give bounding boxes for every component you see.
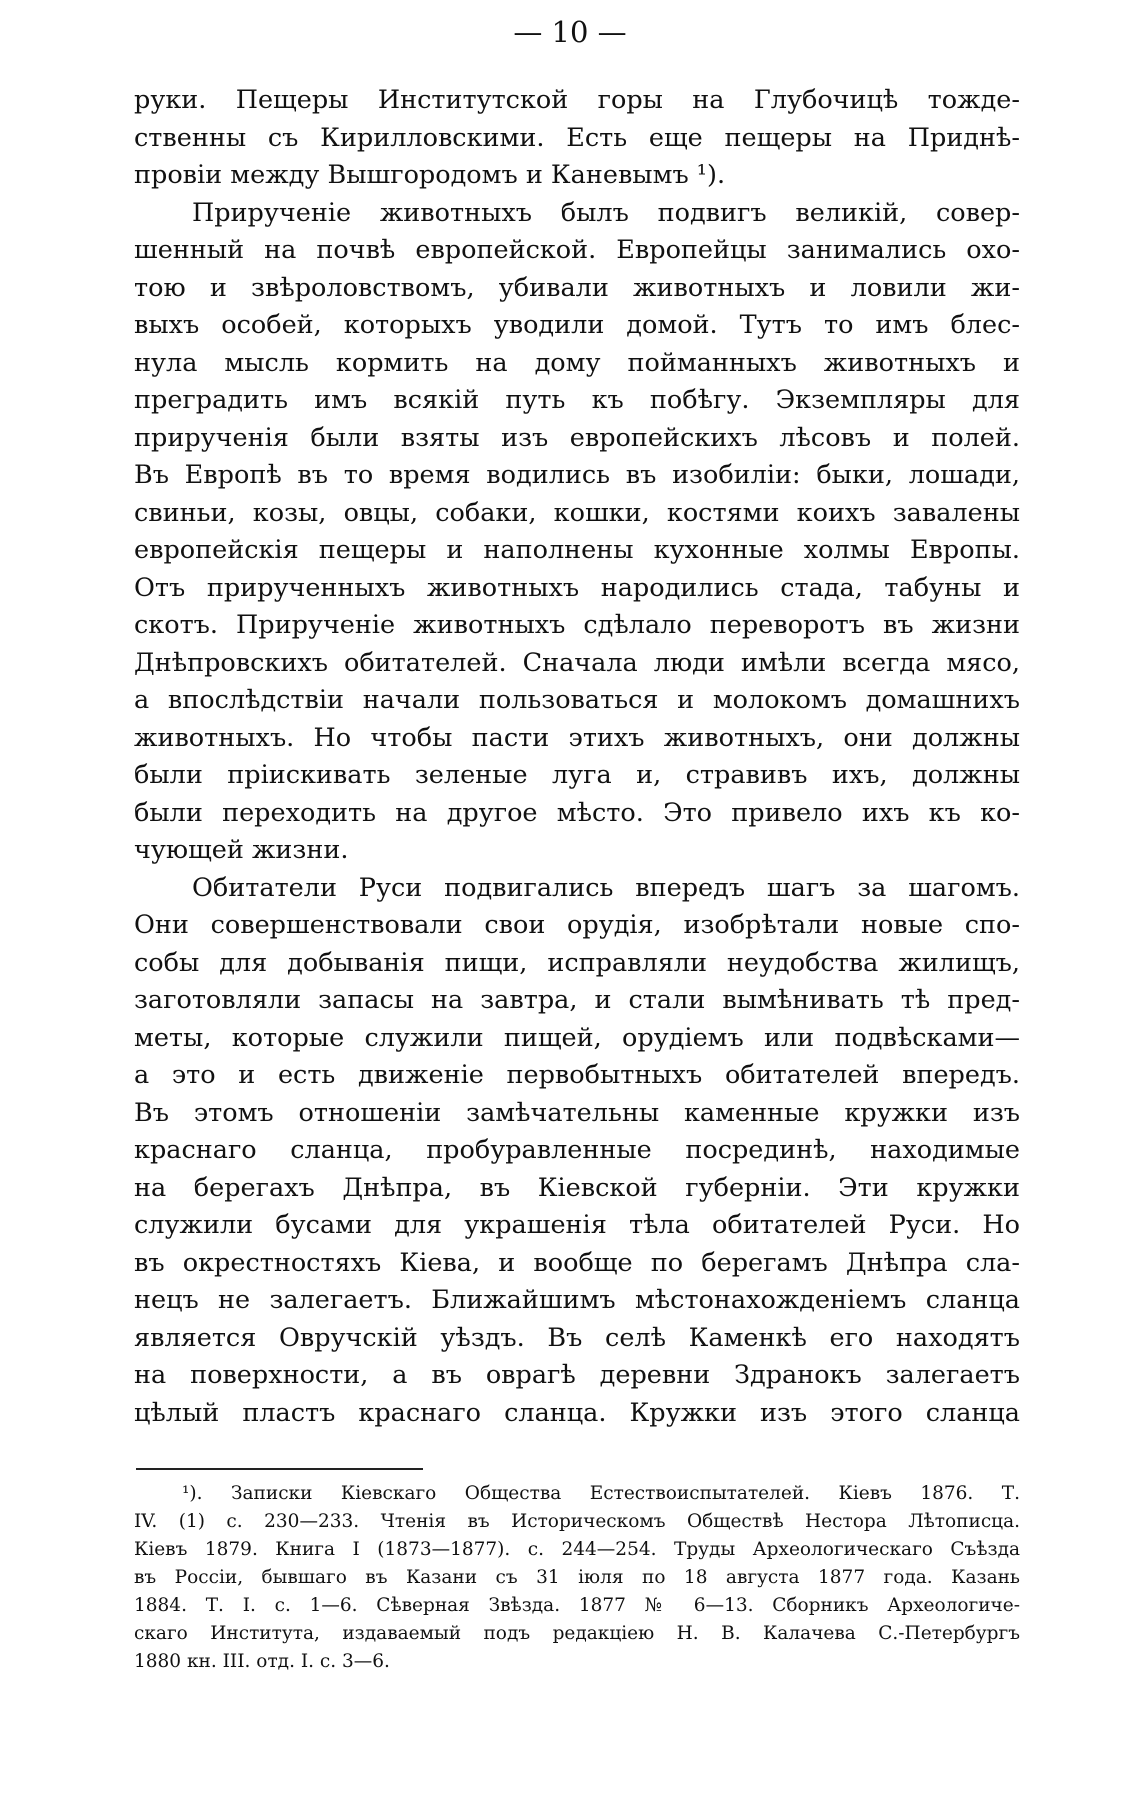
text-line: является Овручскій уѣздъ. Въ селѣ Каменкѣ его находятъ: [134, 1322, 1020, 1353]
footnote-line: 1884. Т. I. с. 1—6. Сѣверная Звѣзда. 1877 № 6—13. Сборникъ Археологиче-: [134, 1595, 1020, 1616]
text-line: свиньи, козы, овцы, собаки, кошки, костями коихъ завалены: [134, 497, 1020, 528]
text-line: цѣлый пластъ краснаго сланца. Кружки изъ этого сланца: [134, 1397, 1020, 1428]
text-line: были пріискивать зеленые луга и, стравивъ ихъ, должны: [134, 760, 1020, 790]
text-line: собы для добыванія пищи, исправляли неудобства жилищъ,: [134, 947, 1020, 978]
footnote-line: скаго Института, издаваемый подъ редакціею Н. В. Калачева С.-Петербургъ: [134, 1623, 1020, 1644]
text-line: животныхъ. Но чтобы пасти этихъ животныхъ, они должны: [134, 722, 1020, 753]
text-line: Въ Европѣ въ то время водились въ изобиліи: быки, лошади,: [134, 460, 1020, 490]
text-line: были переходить на другое мѣсто. Это привело ихъ къ ко-: [134, 797, 1020, 828]
text-line: прирученія были взяты изъ европейскихъ лѣсовъ и полей.: [134, 422, 1020, 453]
text-line: шенный на почвѣ европейской. Европейцы занимались охо-: [134, 235, 1020, 265]
text-line: меты, которые служили пищей, орудіемъ или подвѣсками—: [134, 1022, 1020, 1053]
text-line: скотъ. Прирученіе животныхъ сдѣлало переворотъ въ жизни: [134, 610, 1020, 640]
text-line: провіи между Вышгородомъ и Каневымъ ¹).: [134, 160, 726, 190]
text-line: европейскія пещеры и наполнены кухонные холмы Европы.: [134, 535, 1020, 565]
text-line: въ окрестностяхъ Кіева, и вообще по берегамъ Днѣпра сла-: [134, 1247, 1020, 1278]
footnote-line: 1880 кн. III. отд. I. с. 3—6.: [134, 1651, 390, 1672]
text-line: чующей жизни.: [134, 835, 349, 865]
text-line: Обитатели Руси подвигались впередъ шагъ за шагомъ.: [192, 872, 1020, 903]
text-line: преградить имъ всякій путь къ побѣгу. Экземпляры для: [134, 385, 1020, 415]
footnote-line: въ Россіи, бывшаго въ Казани съ 31 іюля по 18 августа 1877 года. Казань: [134, 1567, 1020, 1588]
text-line: Они совершенствовали свои орудія, изобрѣтали новые спо-: [134, 910, 1020, 940]
body-text: [134, 82, 1020, 1432]
footnote-line: Кіевъ 1879. Книга I (1873—1877). с. 244—254. Труды Археологическаго Съѣзда: [134, 1539, 1020, 1560]
text-line: нецъ не залегаетъ. Ближайшимъ мѣстонахожденіемъ сланца: [134, 1285, 1020, 1315]
text-line: нула мысль кормить на дому пойманныхъ животныхъ и: [134, 347, 1020, 378]
footnote-line: IV. (1) с. 230—233. Чтенія въ Историческомъ Обществѣ Нестора Лѣтописца.: [134, 1511, 1020, 1532]
text-line: а это и есть движеніе первобытныхъ обитателей впередъ.: [134, 1060, 1020, 1090]
text-line: тою и звѣроловствомъ, убивали животныхъ и ловили жи-: [134, 272, 1020, 303]
footnotes: [134, 1480, 1020, 1676]
text-line: ственны съ Кирилловскими. Есть еще пещеры на Приднѣ-: [134, 122, 1020, 153]
text-line: заготовляли запасы на завтра, и стали вымѣнивать тѣ пред-: [134, 985, 1020, 1015]
text-line: Прирученіе животныхъ былъ подвигъ великій, совер-: [192, 197, 1020, 228]
text-line: служили бусами для украшенія тѣла обитателей Руси. Но: [134, 1210, 1020, 1240]
footnote-divider: [136, 1468, 423, 1470]
text-line: Отъ прирученныхъ животныхъ народились стада, табуны и: [134, 572, 1020, 603]
text-line: на поверхности, а въ оврагѣ деревни Здранокъ залегаетъ: [134, 1360, 1020, 1390]
text-line: Днѣпровскихъ обитателей. Сначала люди имѣли всегда мясо,: [134, 647, 1020, 678]
text-line: а впослѣдствіи начали пользоваться и молокомъ домашнихъ: [134, 685, 1020, 715]
text-line: руки. Пещеры Институтской горы на Глубочицѣ тожде-: [134, 85, 1020, 115]
footnote-line: ¹). Записки Кіевскаго Общества Естествоиспытателей. Кіевъ 1876. Т.: [182, 1483, 1020, 1504]
page-number: — 10 —: [513, 15, 627, 49]
text-line: выхъ особей, которыхъ уводили домой. Тутъ то имъ блес-: [134, 310, 1020, 340]
text-line: краснаго сланца, пробуравленные посрединѣ, находимые: [134, 1135, 1020, 1165]
text-line: на берегахъ Днѣпра, въ Кіевской губерніи. Эти кружки: [134, 1172, 1020, 1203]
text-line: Въ этомъ отношеніи замѣчательны каменные кружки изъ: [134, 1097, 1020, 1128]
